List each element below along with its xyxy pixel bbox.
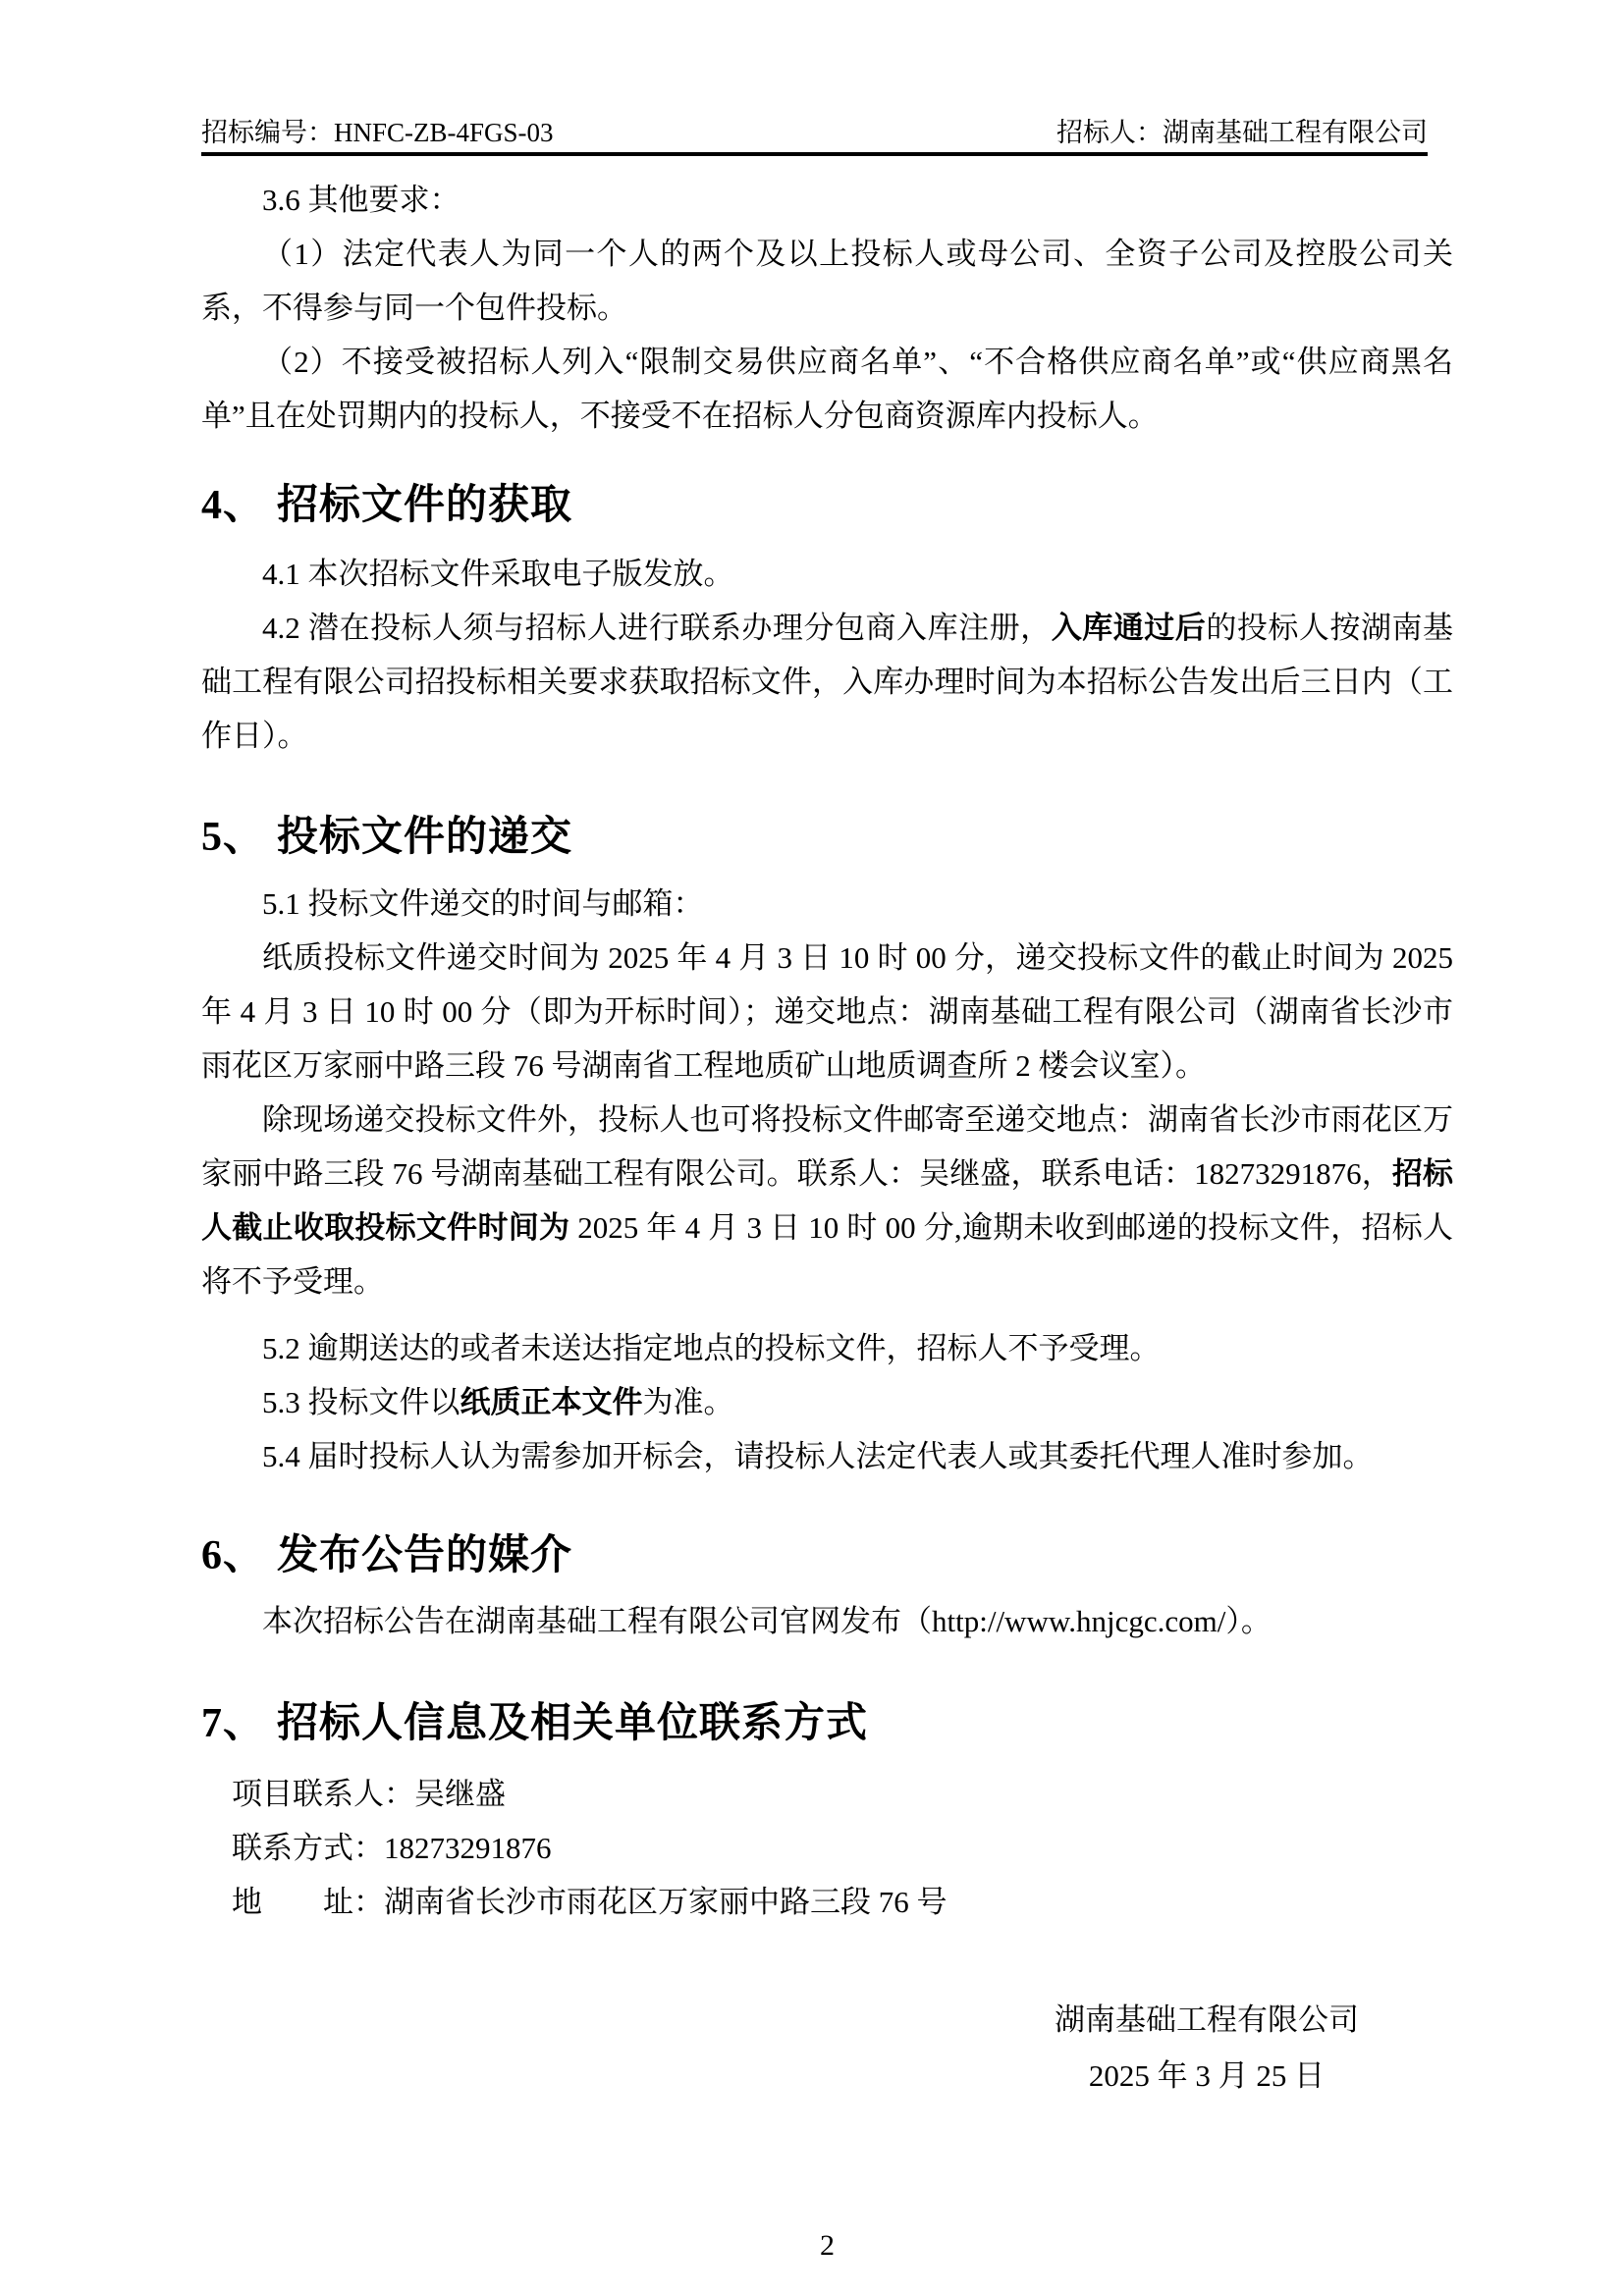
para-5-4: 5.4 届时投标人认为需参加开标会，请投标人法定代表人或其委托代理人准时参加。 [262,1439,1374,1473]
page-header [201,116,1428,156]
tenderer-label: 招标人： [1056,118,1163,147]
section-4-title: 招标文件的获取 [277,481,573,527]
section-4-number: 4、 [201,483,266,528]
contact-phone-row [201,1821,1453,1875]
tender-number [201,116,554,149]
para-5-delivery-time: 纸质投标文件递交时间为 2025 年 4 月 3 日 10 时 00 分，递交投标文件的截止时间为 2025 年 4 月 3 日 10 时 00 分（即为开标时间）；递交地点：湖南基础工程有限公司（湖南省长沙市雨花区万家丽中路三段 76 号湖南省工程地质矿山地质调查所 2 楼会议室）。 [201,940,1453,1083]
contact-person-label: 项目联系人： [232,1777,414,1811]
contact-phone-label: 联系方式： [232,1831,384,1865]
para-4-2 [201,601,1453,763]
para-5-mailing-bold: 招标人截止收取投标文件时间为 [201,1156,1454,1245]
section-7-title: 招标人信息及相关单位联系方式 [277,1699,869,1745]
para-3-6-intro: 3.6 其他要求： [262,183,460,217]
contact-address-label: 地 址： [232,1885,384,1919]
section-5-number: 5、 [201,815,266,860]
section-7-number: 7、 [201,1701,266,1746]
signature-date: 2025 年 3 月 25 日 [1088,2058,1326,2093]
contact-person-value: 吴继盛 [414,1777,506,1811]
section-6-heading [201,1525,1453,1585]
page-number: 2 [820,2229,835,2262]
contact-address-value: 湖南省长沙市雨花区万家丽中路三段 76 号 [384,1885,947,1919]
contact-person-row [201,1767,1453,1821]
para-6-media: 本次招标公告在湖南基础工程有限公司官网发布（http://www.hnjcgc.com/）。 [262,1604,1272,1638]
para-5-3-bold: 纸质正本文件 [460,1385,643,1419]
section-7-heading [201,1693,1453,1753]
signature-block [1055,1992,1359,2104]
tender-number-label: 招标编号： [201,118,334,147]
para-5-mailing-post: 2025 年 4 月 3 日 10 时 00 分,逾期未收到邮递的投标文件，招标人将不予受理。 [201,1210,1453,1299]
para-5-2: 5.2 逾期送达的或者未送达指定地点的投标文件，招标人不予受理。 [262,1331,1161,1365]
section-5-title: 投标文件的递交 [277,813,573,859]
tenderer [1056,116,1428,149]
section-6-title: 发布公告的媒介 [277,1531,573,1577]
para-4-1: 4.1 本次招标文件采取电子版发放。 [262,557,734,591]
section-6-number: 6、 [201,1533,266,1578]
para-4-2-post: 的投标人按湖南基础工程有限公司招投标相关要求获取招标文件，入库办理时间为本招标公告发出后三日内（工作日）。 [201,611,1454,753]
para-4-2-bold: 入库通过后 [1051,611,1207,645]
para-5-3 [201,1375,1453,1429]
para-5-3-post: 为准。 [642,1385,734,1419]
para-5-mailing [201,1093,1453,1308]
tender-number-value: HNFC-ZB-4FGS-03 [334,118,554,147]
signature-company: 湖南基础工程有限公司 [1055,2002,1359,2037]
contact-phone-value: 18273291876 [384,1831,552,1865]
para-4-2-pre: 4.2 潜在投标人须与招标人进行联系办理分包商入库注册， [262,611,1052,645]
para-3-6-item-2: （2）不接受被招标人列入“限制交易供应商名单”、“不合格供应商名单”或“供应商黑名单”且在处罚期内的投标人，不接受不在招标人分包商资源库内投标人。 [201,345,1453,433]
para-3-6-item-1: （1）法定代表人为同一个人的两个及以上投标人或母公司、全资子公司及控股公司关系，不得参与同一个包件投标。 [201,237,1453,325]
para-5-mailing-pre: 除现场递交投标文件外，投标人也可将投标文件邮寄至递交地点：湖南省长沙市雨花区万家丽中路三段 76 号湖南基础工程有限公司。联系人：吴继盛，联系电话：18273291876， [201,1102,1453,1191]
contact-address-row [201,1875,1453,1929]
section-4-heading [201,475,1453,535]
para-5-3-pre: 5.3 投标文件以 [262,1385,460,1419]
para-5-1: 5.1 投标文件递交的时间与邮箱： [262,886,704,921]
section-5-heading [201,807,1453,867]
tenderer-value: 湖南基础工程有限公司 [1163,118,1428,147]
